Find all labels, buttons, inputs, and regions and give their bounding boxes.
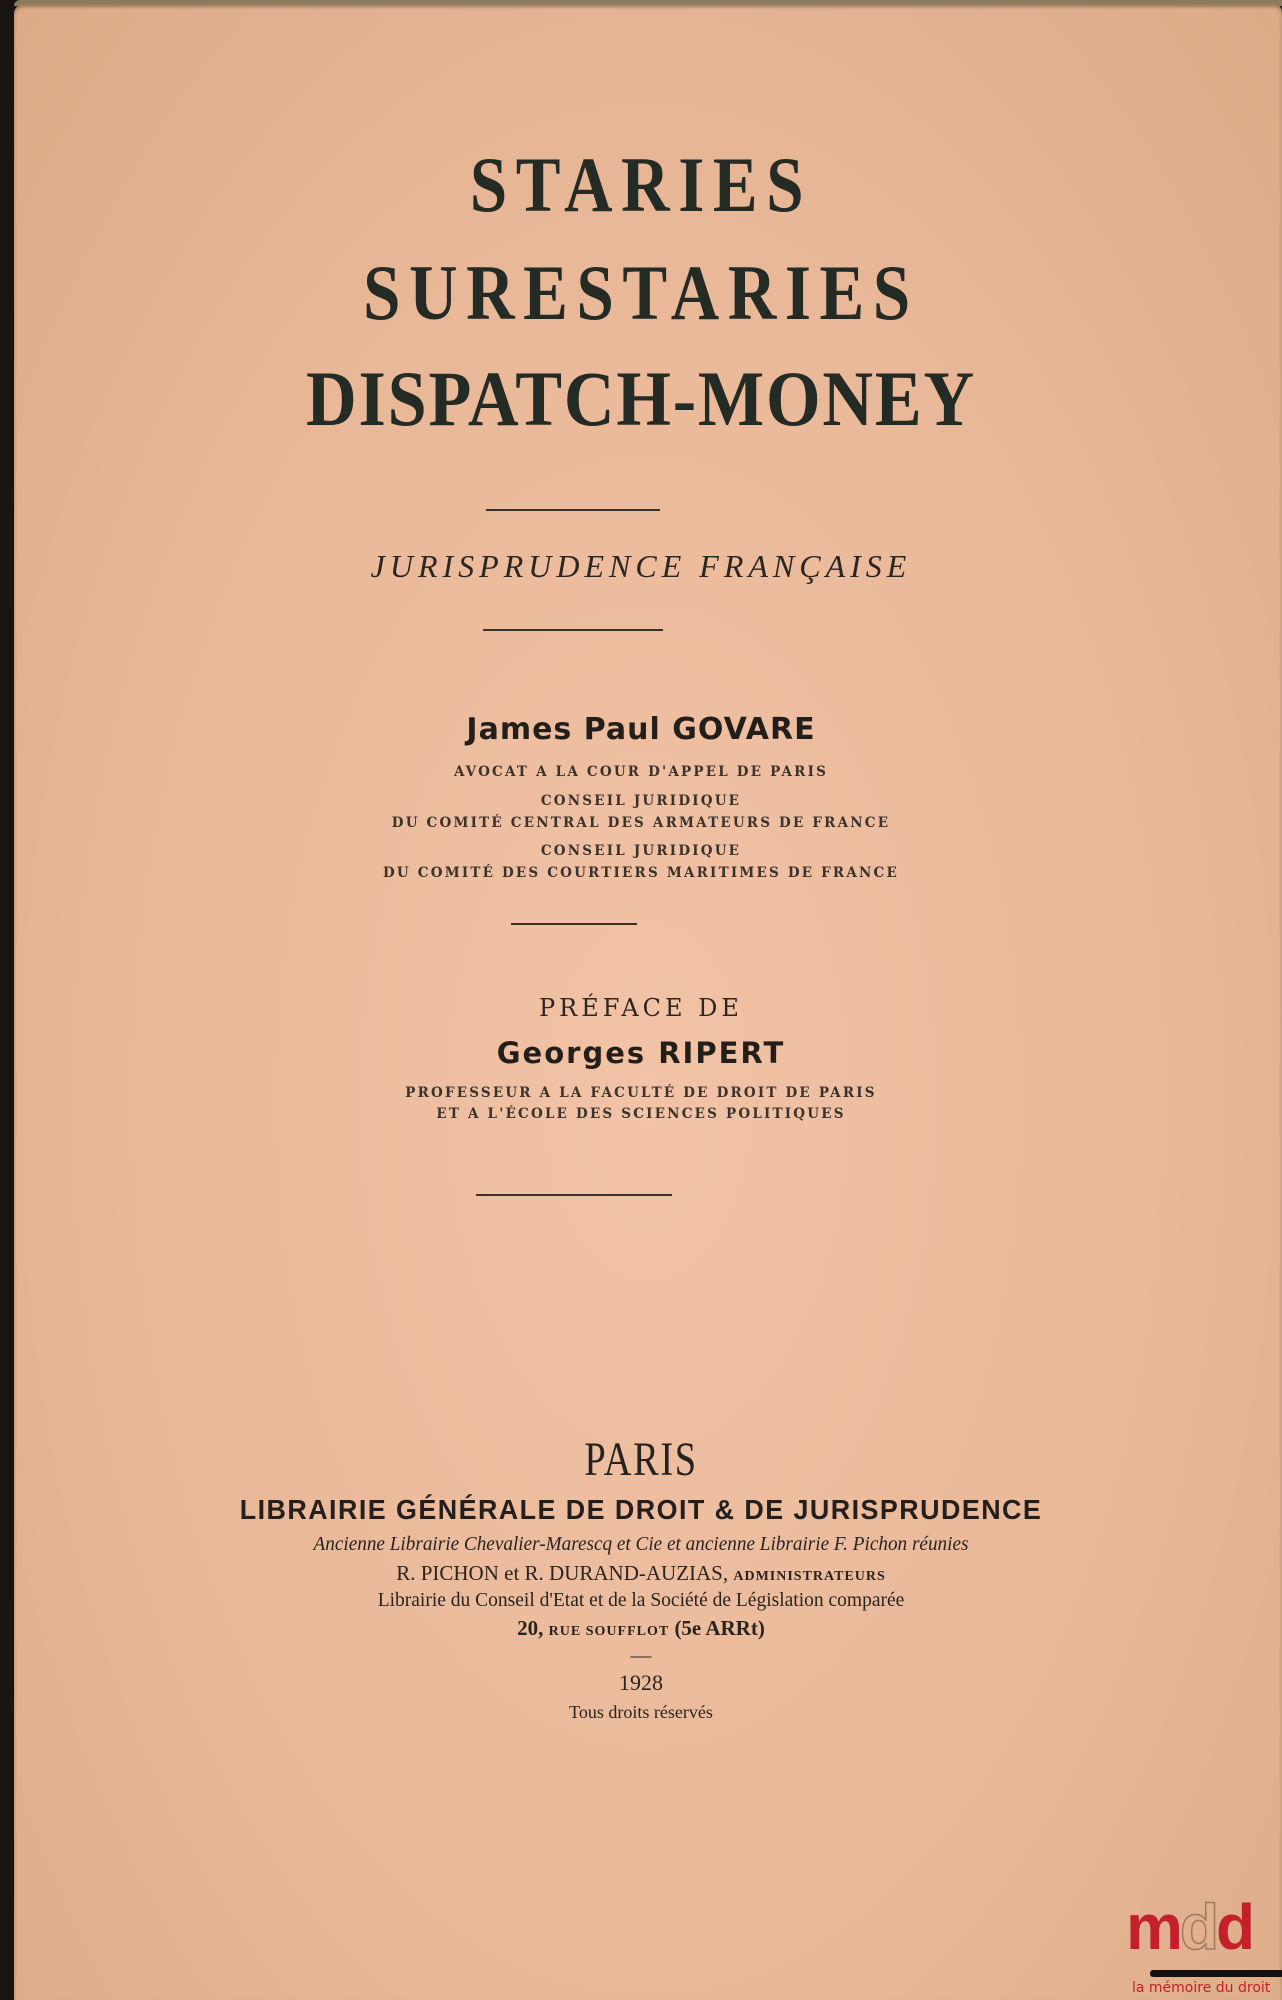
preface-credential: PROFESSEUR A LA FACULTÉ DE DROIT DE PARIS: [405, 1085, 877, 1101]
divider-rule: [486, 509, 660, 511]
title-line-1: STARIES: [469, 141, 813, 228]
author-name: James Paul GOVARE: [466, 712, 816, 747]
mdd-watermark-logo: [1122, 1892, 1282, 2000]
title-line-3: DISPATCH-MONEY: [306, 355, 976, 442]
administrator-role: ADMINISTRATEURS: [733, 1569, 886, 1584]
separator-dash: —: [630, 1643, 652, 1667]
mdd-logo-mark: mdd: [1126, 1891, 1253, 1963]
divider-rule: [476, 1194, 672, 1196]
author-credential: DU COMITÉ CENTRAL DES ARMATEURS DE FRANCE: [391, 815, 891, 831]
title-line-2: SURESTARIES: [363, 249, 919, 336]
publisher-city: PARIS: [584, 1433, 698, 1486]
divider-rule: [483, 629, 663, 631]
author-credential: CONSEIL JURIDIQUE: [540, 793, 742, 809]
address-street: RUE SOUFFLOT: [548, 1624, 670, 1639]
publisher-administrators: [0, 1561, 1282, 1586]
author-credential: CONSEIL JURIDIQUE: [540, 843, 742, 859]
author-credential: AVOCAT A LA COUR D'APPEL DE PARIS: [453, 764, 829, 780]
publisher-address: [0, 1616, 1282, 1641]
publisher-name: LIBRAIRIE GÉNÉRALE DE DROIT & DE JURISPRUDENCE: [239, 1494, 1043, 1525]
preface-author-name: Georges RIPERT: [496, 1036, 786, 1070]
rights-notice: Tous droits réservés: [569, 1702, 713, 1722]
subtitle: JURISPRUDENCE FRANÇAISE: [370, 548, 912, 584]
author-credential: DU COMITÉ DES COURTIERS MARITIMES DE FRANCE: [383, 865, 899, 881]
divider-rule: [511, 923, 637, 925]
logo-underline: [1150, 1970, 1282, 1977]
administrator-names: R. PICHON et R. DURAND-AUZIAS,: [396, 1561, 729, 1585]
preface-label: PRÉFACE DE: [539, 994, 743, 1022]
preface-credential: ET A L'ÉCOLE DES SCIENCES POLITIQUES: [436, 1106, 846, 1122]
address-district: (5e ARRt): [674, 1616, 765, 1640]
publisher-affiliation: Librairie du Conseil d'Etat et de la Société de Législation comparée: [377, 1590, 905, 1611]
publication-year: 1928: [619, 1670, 663, 1695]
publisher-former-names: Ancienne Librairie Chevalier-Marescq et Cie et ancienne Librairie F. Pichon réunies: [313, 1533, 969, 1555]
logo-tagline: la mémoire du droit: [1132, 1980, 1271, 1996]
address-number: 20,: [517, 1616, 544, 1640]
